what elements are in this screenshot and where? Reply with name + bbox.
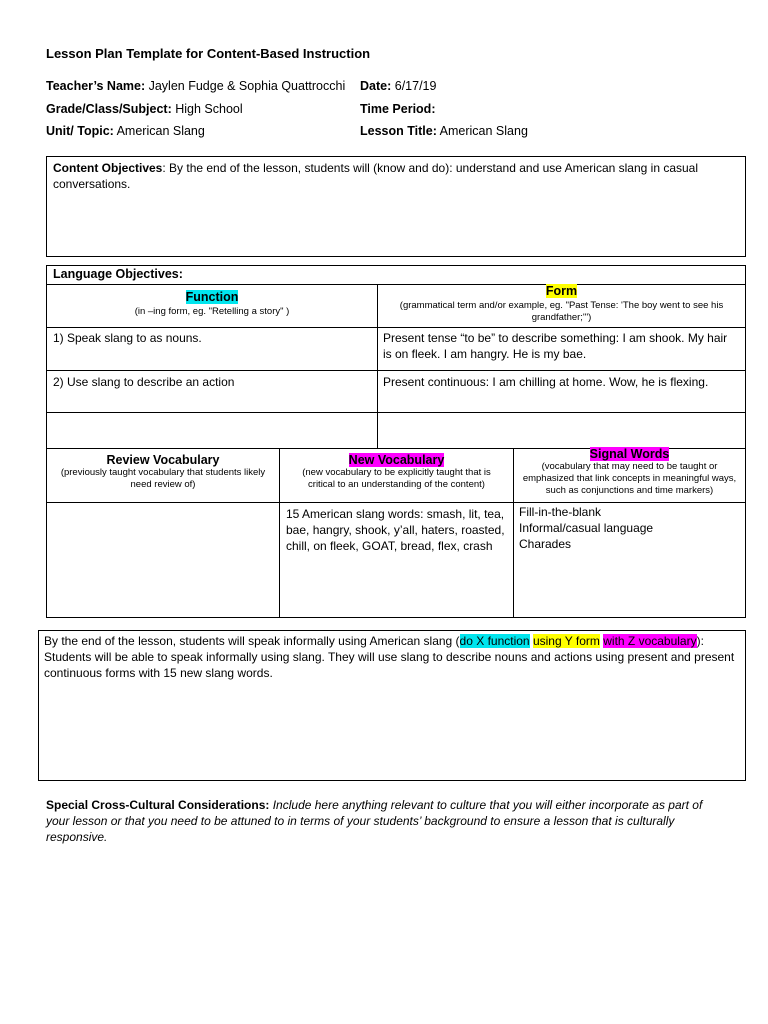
new-vocabulary-header-cell [280,453,513,491]
date-row [360,79,436,93]
cross-cultural-label: Special Cross-Cultural Considerations: [46,798,270,812]
time-period-label: Time Period: [360,102,436,116]
language-objectives-label: Language Objectives: [53,267,183,281]
new-vocabulary-subtitle: (new vocabulary to be explicitly taught that is critical to an understanding of the content) [302,467,491,490]
page-title: Lesson Plan Template for Content-Based Instruction [46,46,371,61]
summary-rest: ): Students will be able to speak informally using slang. They will use slang to describe nouns and actions using present and present continuous forms with 15 new slang words. [44,634,735,680]
teacher-value: Jaylen Fudge & Sophia Quattrocchi [145,79,346,93]
form-row-1: Present tense “to be” to describe something: I am shook. My hair is on fleek. I am hangry. He is my bae. [383,331,728,361]
grade-label: Grade/Class/Subject: [46,102,172,116]
content-objectives-label: Content Objectives [53,161,163,175]
signal-words-header: Signal Words [589,447,670,461]
function-row-1: 1) Speak slang to as nouns. [53,331,202,345]
grade-value: High School [171,102,243,116]
highlight-form: using Y form [532,634,600,648]
signal-words-subtitle: (vocabulary that may need to be taught or emphasized that link concepts in meaningful ways, such as conjunctions and time markers) [522,461,737,496]
new-vocabulary-content: 15 American slang words: smash, lit, tea, bae, hangry, shook, y’all, haters, roasted, chill, on fleek, GOAT, bread, flex, crash [286,507,505,553]
review-vocabulary-header: Review Vocabulary [106,453,220,467]
lesson-title-row [360,124,528,138]
lesson-title-label: Lesson Title: [360,124,437,138]
new-vocabulary-header: New Vocabulary [348,453,445,467]
lesson-title-value: American Slang [436,124,528,138]
content-objectives-text [53,160,741,192]
teacher-name-row [46,79,345,93]
unit-value: American Slang [113,124,205,138]
signal-word-item: Informal/casual language [519,521,654,535]
cross-cultural-text: Include here anything relevant to culture that you will either incorporate as part of your lesson or that you need to be attuned to in terms of your students’ background to ensure a lesson that is culturally responsive. [46,798,703,844]
function-row-2: 2) Use slang to describe an action [53,375,235,389]
highlight-vocabulary: with Z vocabulary [603,634,697,648]
review-vocabulary-subtitle: (previously taught vocabulary that students likely need review of) [60,467,266,490]
signal-words-list [519,504,741,552]
cross-cultural-considerations [46,797,726,845]
language-objectives-table [46,265,746,618]
teacher-label: Teacher’s Name: [46,79,146,93]
time-period-row [360,102,435,116]
unit-label: Unit/ Topic: [46,124,114,138]
content-objectives-box [46,156,746,257]
form-header-cell [378,284,745,324]
content-objectives-body: : By the end of the lesson, students will (know and do): understand and use American slang in casual conversations. [53,161,699,191]
date-label: Date: [360,79,392,93]
function-subtitle: (in –ing form, eg. "Retelling a story" ) [134,306,290,317]
date-value: 6/17/19 [391,79,437,93]
review-vocabulary-header-cell [47,453,279,491]
function-header-cell [47,290,377,318]
unit-row [46,124,205,138]
summary-objective-text [44,633,740,681]
form-header: Form [545,284,578,298]
signal-words-header-cell [514,447,745,497]
grade-row [46,102,243,116]
form-row-2: Present continuous: I am chilling at home. Wow, he is flexing. [383,375,709,389]
signal-word-item: Charades [519,537,572,551]
summary-lead: By the end of the lesson, students will speak informally using American slang ( [44,634,460,648]
function-header: Function [185,290,239,304]
summary-objective-box [38,630,746,781]
form-subtitle: (grammatical term and/or example, eg. "Past Tense: 'The boy went to see his grandfather;'") [399,300,724,323]
signal-word-item: Fill-in-the-blank [519,505,602,519]
highlight-function: do X function [459,634,530,648]
